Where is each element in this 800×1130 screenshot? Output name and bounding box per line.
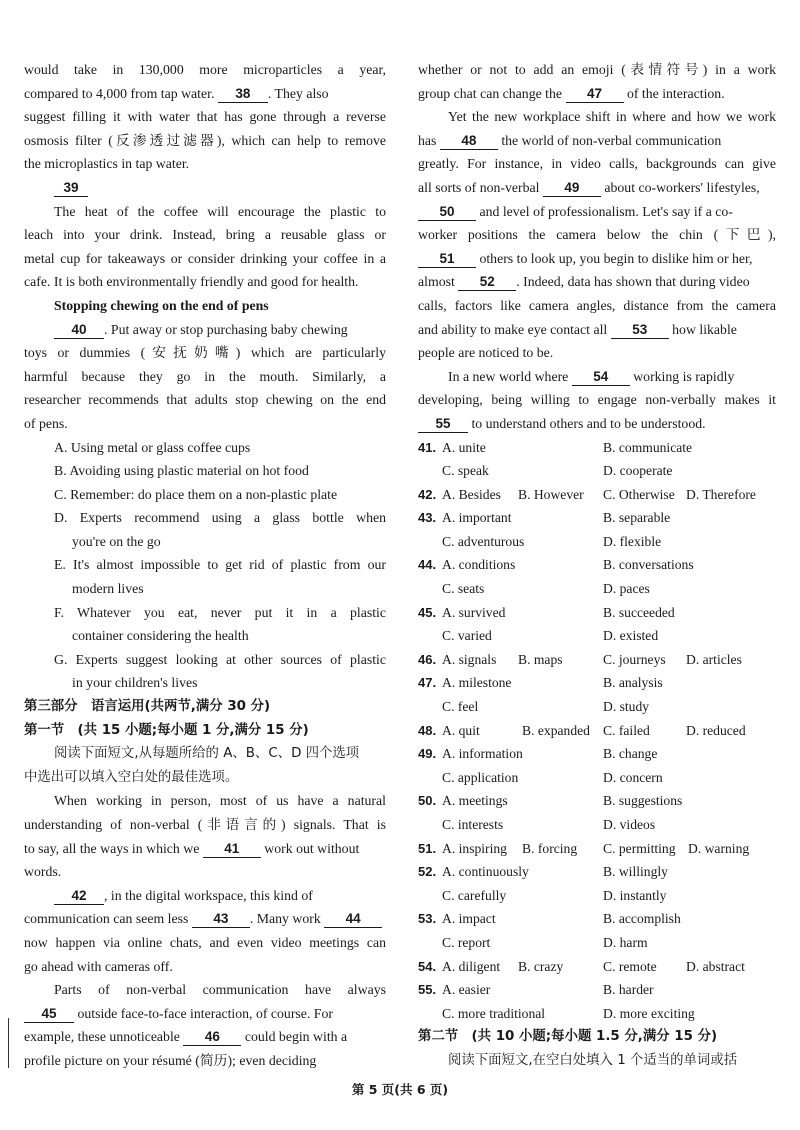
question-row: [418, 601, 776, 625]
choice-a: A. conditions: [442, 557, 516, 573]
question-row: [418, 648, 776, 672]
question-row-cont: [418, 530, 776, 554]
choice-b: B. forcing: [522, 840, 578, 856]
question-row: [418, 671, 776, 695]
text-line: 55 to understand others and to be understood.: [418, 412, 776, 436]
text-line: words.: [24, 864, 62, 880]
choice-d: D. instantly: [603, 887, 667, 903]
blank-55[interactable]: 55: [418, 415, 468, 433]
text-line: calls, factors like camera angles, distance from the camera: [418, 297, 776, 313]
text-line: the microplastics in tap water.: [24, 156, 190, 172]
left-column: [24, 58, 386, 1073]
text-line: now happen via online chats, and even video meetings can: [24, 934, 386, 950]
question-row-cont: [418, 813, 776, 837]
text-line: to say, all the ways in which we 41 work out without: [24, 840, 360, 856]
page-number: 第 5 页(共 6 页): [351, 1082, 449, 1097]
choice-d: D. flexible: [603, 533, 662, 549]
choice-c: C. more traditional: [442, 1005, 546, 1021]
text-line: 40 . Put away or stop purchasing baby chewing: [24, 318, 386, 342]
question-row: [418, 837, 776, 861]
choice-d: D. study: [603, 699, 650, 715]
question-number: 52.: [418, 864, 437, 880]
text-line: would take in 130,000 more microparticles a year,: [24, 62, 386, 77]
choice-b: B. willingly: [603, 864, 668, 880]
section-heading: Stopping chewing on the end of pens: [54, 297, 269, 313]
blank-40[interactable]: 40: [54, 321, 104, 339]
question-row-cont: [418, 884, 776, 908]
question-number: 54.: [418, 958, 437, 974]
text-line: developing, being willing to engage non-verbally makes it: [418, 392, 776, 408]
question-number: 41.: [418, 439, 437, 455]
text-line: Yet the new workplace shift in where and how we work: [448, 109, 776, 125]
question-number: 43.: [418, 510, 437, 526]
choice-c: C. failed: [603, 722, 650, 738]
choice-c: C. carefully: [442, 887, 507, 903]
blank-48[interactable]: 48: [440, 132, 498, 150]
text-line: 45 outside face-to-face interaction, of course. For: [24, 1002, 386, 1026]
choice-b: B. maps: [518, 651, 563, 667]
question-row: [418, 955, 776, 979]
choice-b: B. change: [603, 746, 658, 762]
question-row: [418, 506, 776, 530]
text-line: In a new world where 54 working is rapidly: [448, 368, 735, 384]
choice-a: A. unite: [442, 439, 486, 455]
choice-c: C. journeys: [603, 651, 666, 667]
choice-d: D. concern: [603, 769, 663, 785]
text-line: suggest filling it with water that has gone through a reverse: [24, 109, 386, 125]
option-d: D. Experts recommend using a glass bottle when: [54, 510, 386, 526]
blank-49[interactable]: 49: [543, 179, 601, 197]
text-line: The heat of the coffee will encourage the plastic to: [54, 203, 386, 219]
choice-b: B. However: [518, 486, 584, 502]
blank-50[interactable]: 50: [418, 203, 476, 221]
option-a: A. Using metal or glass coffee cups: [54, 439, 251, 455]
option-f-cont: container considering the health: [72, 628, 249, 644]
choice-b: B. communicate: [603, 439, 693, 455]
question-list: [418, 436, 776, 1026]
option-g: G. Experts suggest looking at other sources of plastic: [54, 651, 386, 667]
instruction-line: 中选出可以填入空白处的最佳选项。: [24, 769, 239, 785]
text-line: profile picture on your résumé (简历); even deciding: [24, 1052, 317, 1068]
section-one-heading: 第一节 (共 15 小题;每小题 1 分,满分 15 分): [24, 722, 309, 738]
choice-b: B. succeeded: [603, 604, 675, 620]
choice-c: C. report: [442, 934, 491, 950]
text-line: 42 , in the digital workspace, this kind of: [24, 884, 386, 908]
text-line: compared to 4,000 from tap water. 38 . They also: [24, 85, 329, 101]
text-line: leach into your drink. Instead, bring a reusable glass or: [24, 227, 386, 243]
question-row: [418, 742, 776, 766]
choice-c: C. permitting: [603, 840, 676, 856]
part-three-heading: 第三部分 语言运用(共两节,满分 30 分): [24, 699, 271, 715]
blank-51[interactable]: 51: [418, 250, 476, 268]
choice-d: D. articles: [686, 651, 742, 667]
option-g-cont: in your children's lives: [72, 675, 198, 691]
question-row-cont: [418, 624, 776, 648]
choice-c: C. feel: [442, 699, 479, 715]
choice-b: B. conversations: [603, 557, 694, 573]
question-row-cont: [418, 577, 776, 601]
question-number: 55.: [418, 982, 437, 998]
instruction-line: 阅读下面短文,在空白处填入 1 个适当的单词或括: [448, 1052, 738, 1068]
choice-c: C. application: [442, 769, 519, 785]
choice-b: B. harder: [603, 982, 654, 998]
choice-d: D. Therefore: [686, 486, 756, 502]
choice-d: D. abstract: [686, 958, 745, 974]
choice-a: A. milestone: [442, 675, 512, 691]
question-row-cont: [418, 1002, 776, 1026]
question-number: 47.: [418, 675, 437, 691]
choice-a: A. easier: [442, 982, 491, 998]
blank-44[interactable]: 44: [324, 910, 382, 928]
text-line: people are noticed to be.: [418, 345, 554, 361]
text-line: has 48 the world of non-verbal communication: [418, 132, 722, 148]
question-row: [418, 436, 776, 460]
option-b: B. Avoiding using plastic material on hot food: [54, 463, 309, 479]
question-row-cont: [418, 695, 776, 719]
question-row: [418, 483, 776, 507]
option-d-cont: you're on the go: [72, 533, 161, 549]
question-row-cont: [418, 931, 776, 955]
question-row: [418, 978, 776, 1002]
choice-d: D. videos: [603, 817, 656, 832]
choice-c: C. Otherwise: [603, 486, 675, 502]
choice-a: A. inspiring: [442, 840, 507, 856]
choice-c: C. adventurous: [442, 533, 525, 549]
text-line: communication can seem less 43 . Many work 44: [24, 907, 386, 931]
text-line: researcher recommends that adults stop chewing on the end: [24, 392, 386, 408]
text-line: [24, 176, 386, 200]
margin-rule: [8, 1018, 9, 1068]
option-f: F. Whatever you eat, never put it in a plastic: [54, 604, 386, 620]
question-row-cont: [418, 459, 776, 483]
blank-54[interactable]: 54: [572, 368, 630, 386]
choice-b: B. accomplish: [603, 911, 681, 927]
choice-b: B. suggestions: [603, 793, 683, 809]
text-line: of pens.: [24, 415, 68, 431]
text-line: greatly. For instance, in video calls, backgrounds can give: [418, 156, 776, 172]
question-row: [418, 860, 776, 884]
choice-a: A. information: [442, 746, 523, 762]
question-row: [418, 907, 776, 931]
choice-a: A. meetings: [442, 793, 508, 809]
choice-a: A. Besides: [442, 486, 501, 502]
question-number: 42.: [418, 486, 437, 502]
text-line: go ahead with cameras off.: [24, 958, 173, 974]
choice-b: B. expanded: [522, 722, 590, 738]
option-c: C. Remember: do place them on a non-plastic plate: [54, 486, 338, 502]
question-number: 45.: [418, 604, 437, 620]
choice-b: B. crazy: [518, 958, 564, 974]
text-line: example, these unnoticeable 46 could begin with a: [24, 1029, 348, 1045]
choice-c: C. varied: [442, 628, 492, 644]
text-line: harmful because they go in the mouth. Similarly, a: [24, 368, 386, 384]
choice-c: C. speak: [442, 463, 489, 479]
question-number: 44.: [418, 557, 437, 573]
blank-41[interactable]: 41: [203, 840, 261, 858]
choice-d: D. existed: [603, 628, 659, 644]
choice-c: C. interests: [442, 817, 504, 832]
text-line: and ability to make eye contact all 53 how likable: [418, 321, 737, 337]
option-e-cont: modern lives: [72, 581, 144, 597]
text-line: metal cup for takeaways or consider drinking your coffee in a: [24, 250, 386, 266]
option-e: E. It's almost impossible to get rid of plastic from our: [54, 557, 386, 573]
text-line: 51 others to look up, you begin to dislike him or her,: [418, 247, 776, 271]
question-row: [418, 789, 776, 813]
text-line: toys or dummies (安抚奶嘴) which are particularly: [24, 345, 386, 361]
question-number: 53.: [418, 911, 437, 927]
blank-45[interactable]: 45: [24, 1005, 74, 1023]
choice-c: C. seats: [442, 581, 485, 597]
question-number: 49.: [418, 746, 437, 762]
question-number: 50.: [418, 793, 437, 809]
text-line: When working in person, most of us have a natural: [54, 793, 386, 809]
question-number: 48.: [418, 722, 437, 738]
text-line: whether or not to add an emoji (表情符号) in a work: [418, 62, 776, 77]
choice-a: A. impact: [442, 911, 496, 927]
text-line: worker positions the camera below the chin (下巴),: [418, 227, 776, 243]
choice-d: D. more exciting: [603, 1005, 695, 1021]
blank-42[interactable]: 42: [54, 887, 104, 905]
text-line: cafe. It is both environmentally friendly and good for health.: [24, 274, 359, 290]
blank-47[interactable]: 47: [566, 85, 624, 103]
choice-a: A. important: [442, 510, 512, 526]
question-row-cont: [418, 766, 776, 790]
choice-a: A. continuously: [442, 864, 529, 880]
text-line: understanding of non-verbal (非语言的) signals. That is: [24, 817, 386, 832]
choice-a: A. quit: [442, 722, 480, 738]
choice-d: D. warning: [688, 840, 750, 856]
text-line: group chat can change the 47 of the interaction.: [418, 85, 725, 101]
choice-a: A. survived: [442, 604, 506, 620]
blank-52[interactable]: 52: [458, 273, 516, 291]
choice-d: D. paces: [603, 581, 650, 597]
text-line: Parts of non-verbal communication have always: [54, 982, 386, 998]
instruction-line: 阅读下面短文,从每题所给的 A、B、C、D 四个选项: [54, 746, 360, 762]
question-number: 46.: [418, 651, 437, 667]
choice-d: D. reduced: [686, 722, 746, 738]
choice-a: A. diligent: [442, 958, 501, 974]
text-line: osmosis filter (反渗透过滤器), which can help to remove: [24, 132, 386, 148]
text-line: all sorts of non-verbal 49 about co-workers' lifestyles,: [418, 179, 760, 195]
blank-46[interactable]: 46: [183, 1028, 241, 1046]
question-row: [418, 553, 776, 577]
choice-c: C. remote: [603, 958, 657, 974]
blank-53[interactable]: 53: [611, 321, 669, 339]
text-line: 50 and level of professionalism. Let's say if a co-: [418, 200, 776, 224]
choice-d: D. harm: [603, 934, 648, 950]
blank-43[interactable]: 43: [192, 910, 250, 928]
section-two-heading: 第二节 (共 10 小题;每小题 1.5 分,满分 15 分): [418, 1029, 718, 1045]
question-row: [418, 719, 776, 743]
text-line: almost 52 . Indeed, data has shown that during video: [418, 274, 750, 290]
choice-b: B. separable: [603, 510, 671, 526]
choice-a: A. signals: [442, 651, 497, 667]
blank-39[interactable]: 39: [54, 179, 88, 197]
question-number: 51.: [418, 840, 437, 856]
blank-38[interactable]: 38: [218, 85, 268, 103]
choice-b: B. analysis: [603, 675, 663, 691]
choice-d: D. cooperate: [603, 463, 673, 479]
right-column: [418, 58, 776, 1073]
